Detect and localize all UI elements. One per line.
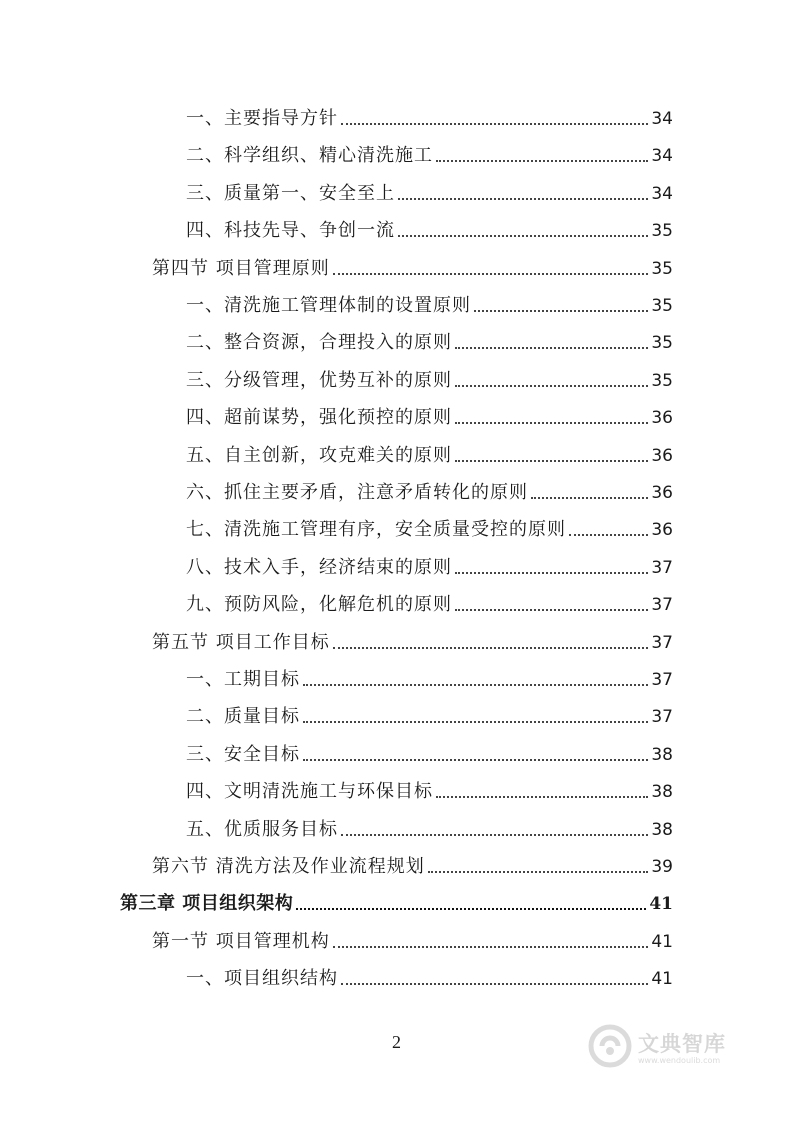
toc-entry-page: 38 (651, 782, 673, 803)
dot-leader (531, 497, 648, 499)
toc-entry-title: 三、分级管理，优势互补的原则 (186, 369, 452, 391)
toc-entry-title: 二、质量目标 (186, 706, 300, 728)
toc-entry[interactable] (186, 736, 673, 766)
dot-leader (398, 235, 648, 237)
dot-leader (398, 198, 648, 200)
dot-leader (296, 908, 646, 910)
toc-entry-page: 41 (651, 969, 673, 990)
dot-leader (455, 385, 648, 387)
dot-leader (436, 160, 648, 162)
toc-entry[interactable] (186, 100, 673, 130)
toc-entry-page: 35 (651, 333, 673, 354)
toc-entry-page: 37 (651, 595, 673, 616)
toc-entry-title: 三、质量第一、安全至上 (186, 182, 395, 204)
toc-entry-title: 三、安全目标 (186, 743, 300, 765)
dot-leader (569, 534, 648, 536)
toc-entry-title: 四、科技先导、争创一流 (186, 220, 395, 242)
toc-entry[interactable] (186, 511, 673, 541)
watermark-name: 文典智库 (638, 1031, 726, 1056)
toc-entry-title: 四、超前谋势，强化预控的原则 (186, 407, 452, 429)
toc-entry-title: 八、技术入手，经济结束的原则 (186, 556, 452, 578)
toc-entry-title: 六、抓住主要矛盾，注意矛盾转化的原则 (186, 482, 528, 503)
toc-entry-page: 36 (651, 483, 673, 503)
toc-entry-page: 37 (651, 707, 673, 728)
toc-entry-page: 37 (651, 632, 673, 653)
dot-leader (455, 572, 648, 574)
toc-entry-title: 二、科学组织、精心清洗施工 (186, 145, 433, 167)
toc-entry[interactable] (186, 773, 673, 803)
toc-entry-page: 41 (649, 894, 673, 915)
toc-entry[interactable] (152, 624, 673, 654)
toc-entry[interactable] (186, 324, 673, 354)
dot-leader (436, 796, 648, 798)
toc-entry[interactable] (186, 811, 673, 841)
dot-leader (455, 460, 648, 462)
dot-leader (455, 609, 648, 611)
toc-entry[interactable] (186, 661, 673, 691)
toc-entry-page: 34 (651, 146, 673, 167)
toc-entry-title: 一、清洗施工管理体制的设置原则 (186, 295, 471, 316)
toc-entry-page: 36 (651, 445, 673, 466)
dot-leader (341, 834, 648, 836)
toc-entry-title: 一、主要指导方针 (186, 108, 338, 129)
dot-leader (455, 347, 648, 349)
toc-entry[interactable] (186, 698, 673, 728)
watermark-swirl-icon (588, 1024, 632, 1068)
toc-entry[interactable] (152, 848, 673, 878)
dot-leader (455, 422, 648, 424)
toc-entry[interactable] (186, 586, 673, 616)
dot-leader (333, 273, 649, 275)
toc-entry[interactable] (186, 212, 673, 242)
watermark-url: www.wendoulib.com (638, 1055, 721, 1065)
toc-entry-page: 35 (651, 296, 673, 316)
dot-leader (333, 647, 649, 649)
toc-entry[interactable] (186, 287, 673, 317)
dot-leader (428, 871, 649, 873)
toc-entry-title: 一、工期目标 (186, 669, 300, 690)
dot-leader (341, 123, 648, 125)
toc-entry-title: 五、自主创新，攻克难关的原则 (186, 444, 452, 466)
toc-entry[interactable] (186, 549, 673, 579)
toc-entry-title: 第四节 项目管理原则 (152, 257, 330, 279)
toc-entry-page: 39 (651, 857, 673, 877)
toc-entry-title: 九、预防风险，化解危机的原则 (186, 594, 452, 616)
toc-entry-page: 35 (651, 370, 673, 391)
toc-entry-page: 38 (651, 744, 673, 765)
toc-entry-page: 36 (651, 408, 673, 429)
toc-entry-title: 第六节 清洗方法及作业流程规划 (152, 856, 425, 877)
dot-leader (474, 310, 648, 312)
toc-entry[interactable] (186, 437, 673, 467)
toc-entry-page: 41 (651, 931, 673, 952)
toc-entry-page: 35 (651, 258, 673, 279)
toc-entry[interactable] (152, 923, 673, 953)
toc-entry-page: 35 (651, 221, 673, 242)
watermark-logo (588, 1022, 758, 1070)
toc-entry[interactable] (186, 960, 673, 990)
toc-entry-title: 七、清洗施工管理有序，安全质量受控的原则 (186, 519, 566, 541)
toc-entry[interactable] (186, 362, 673, 392)
toc-entry[interactable] (152, 250, 673, 280)
toc-entry-page: 37 (651, 557, 673, 578)
toc-entry-title: 五、优质服务目标 (186, 818, 338, 840)
toc-entry[interactable] (120, 885, 673, 915)
toc-entry-page: 34 (651, 109, 673, 129)
toc-entry-page: 36 (651, 520, 673, 541)
toc-entry-title: 一、项目组织结构 (186, 968, 338, 990)
dot-leader (303, 759, 648, 761)
toc-entry-page: 37 (651, 670, 673, 690)
toc-entry-title: 第三章 项目组织架构 (120, 893, 294, 915)
dot-leader (303, 721, 648, 723)
toc-entry[interactable] (186, 175, 673, 205)
toc-entry-title: 第一节 项目管理机构 (152, 930, 330, 952)
dot-leader (341, 983, 648, 985)
toc-entry-page: 38 (651, 819, 673, 840)
toc-entry[interactable] (186, 137, 673, 167)
dot-leader (333, 946, 649, 948)
toc-entry-page: 34 (651, 183, 673, 204)
toc-entry-title: 四、文明清洗施工与环保目标 (186, 781, 433, 803)
toc-entry-title: 第五节 项目工作目标 (152, 631, 330, 653)
toc-entry-title: 二、整合资源，合理投入的原则 (186, 332, 452, 354)
toc-entry[interactable] (186, 474, 673, 504)
page-number: 2 (392, 1032, 401, 1052)
dot-leader (303, 684, 648, 686)
toc-entry[interactable] (186, 399, 673, 429)
